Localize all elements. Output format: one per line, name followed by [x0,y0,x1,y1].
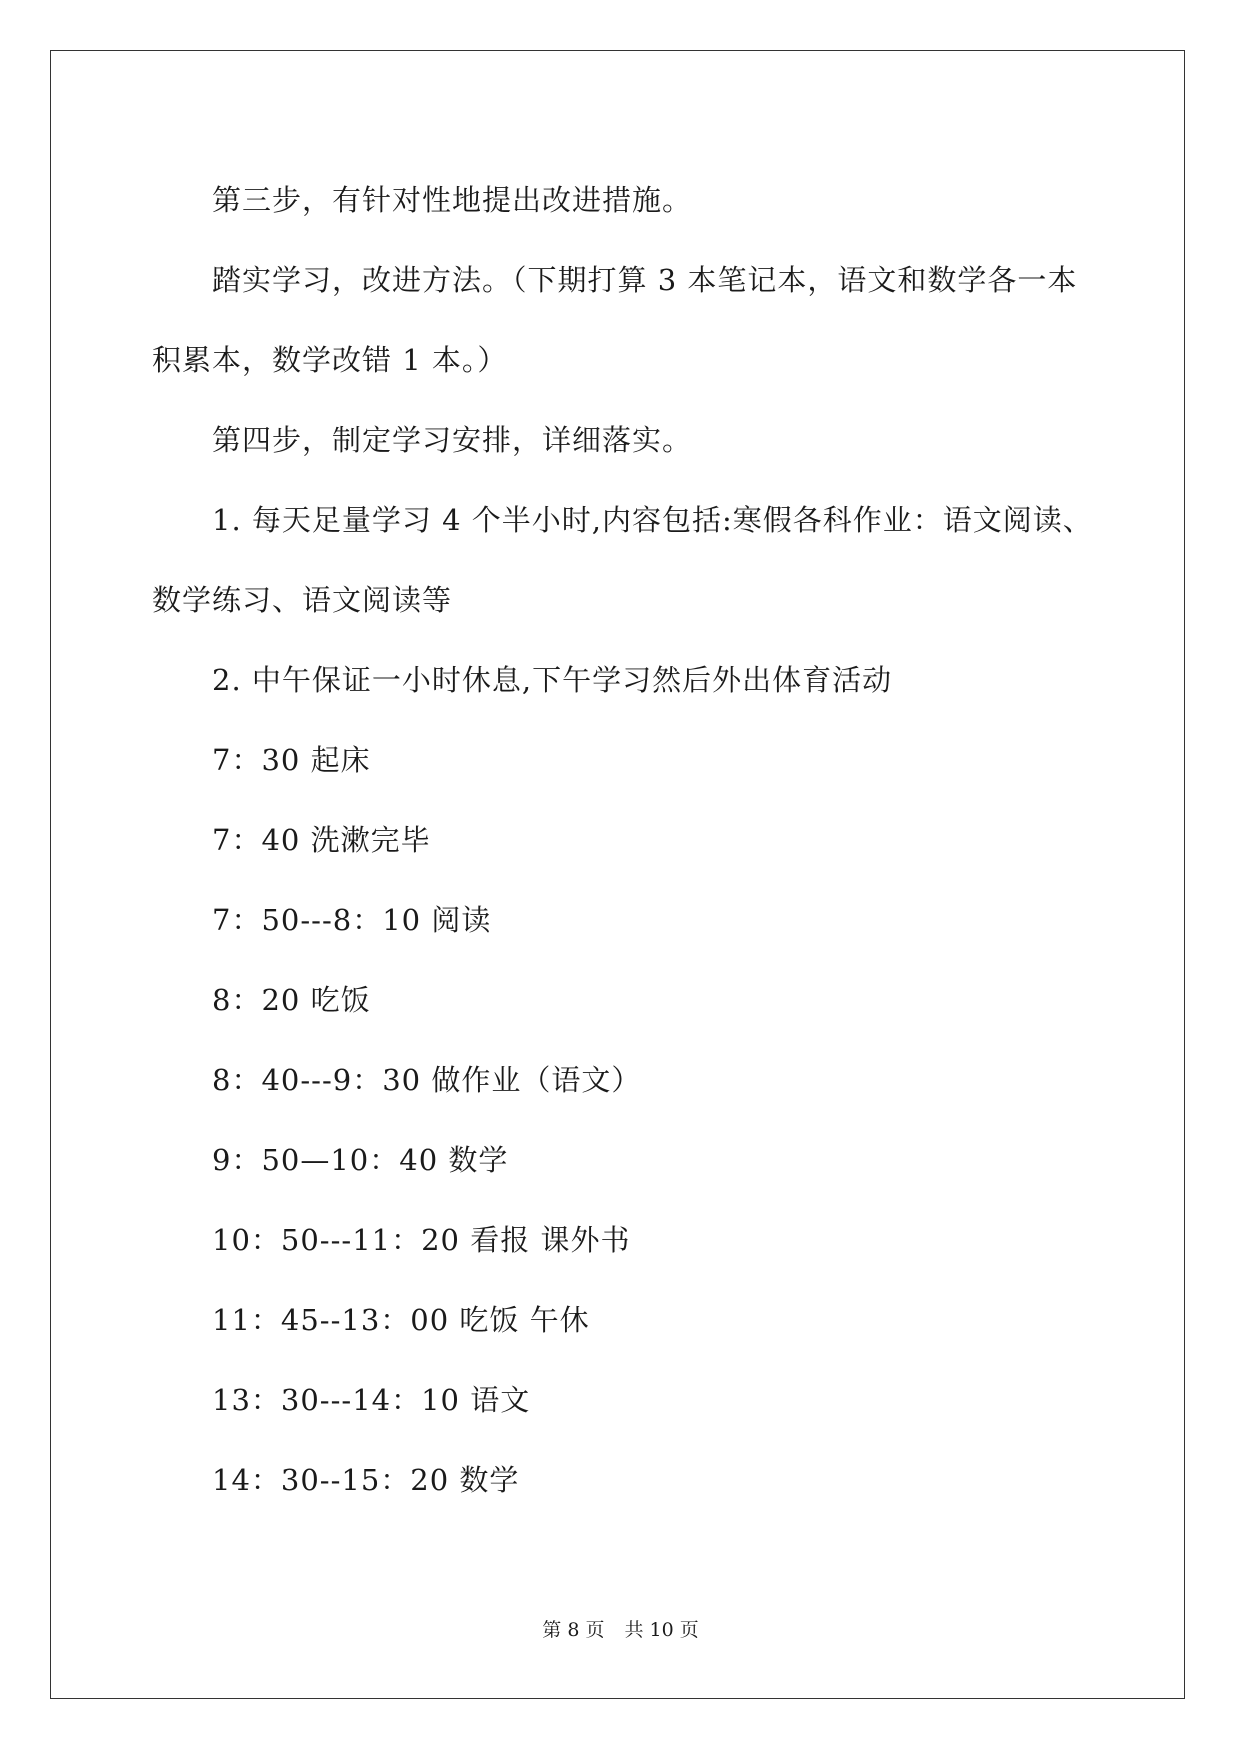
paragraph-study-method: 踏实学习，改进方法。（下期打算 3 本笔记本，语文和数学各一本 [212,263,1078,297]
paragraph-item-2: 2. 中午保证一小时休息,下午学习然后外出体育活动 [212,663,893,697]
schedule-line: 8：20 吃饭 [212,983,371,1017]
document-body [152,160,1112,1520]
paragraph-item-1-cont: 数学练习、语文阅读等 [152,583,453,617]
paragraph-step-three: 第三步，有针对性地提出改进措施。 [212,183,693,217]
schedule-line: 7：30 起床 [212,743,371,777]
schedule-line: 8：40---9：30 做作业（语文） [212,1063,642,1097]
paragraph-item-1: 1. 每天足量学习 4 个半小时,内容包括:寒假各科作业：语文阅读、 [212,503,1093,537]
schedule-line: 9：50—10：40 数学 [212,1143,509,1177]
schedule-line: 14：30--15：20 数学 [212,1463,520,1497]
page-number: 第 8 页 [542,1619,605,1641]
schedule-line: 7：40 洗漱完毕 [212,823,431,857]
schedule-line: 13：30---14：10 语文 [212,1383,531,1417]
paragraph-step-four: 第四步，制定学习安排，详细落实。 [212,423,693,457]
page-footer [0,1615,1241,1642]
schedule-line: 10：50---11：20 看报 课外书 [212,1223,631,1257]
schedule-line: 11：45--13：00 吃饭 午休 [212,1303,590,1337]
schedule-line: 7：50---8：10 阅读 [212,903,492,937]
paragraph-study-method-cont: 积累本，数学改错 1 本。） [152,343,508,377]
page-total: 共 10 页 [624,1619,699,1641]
